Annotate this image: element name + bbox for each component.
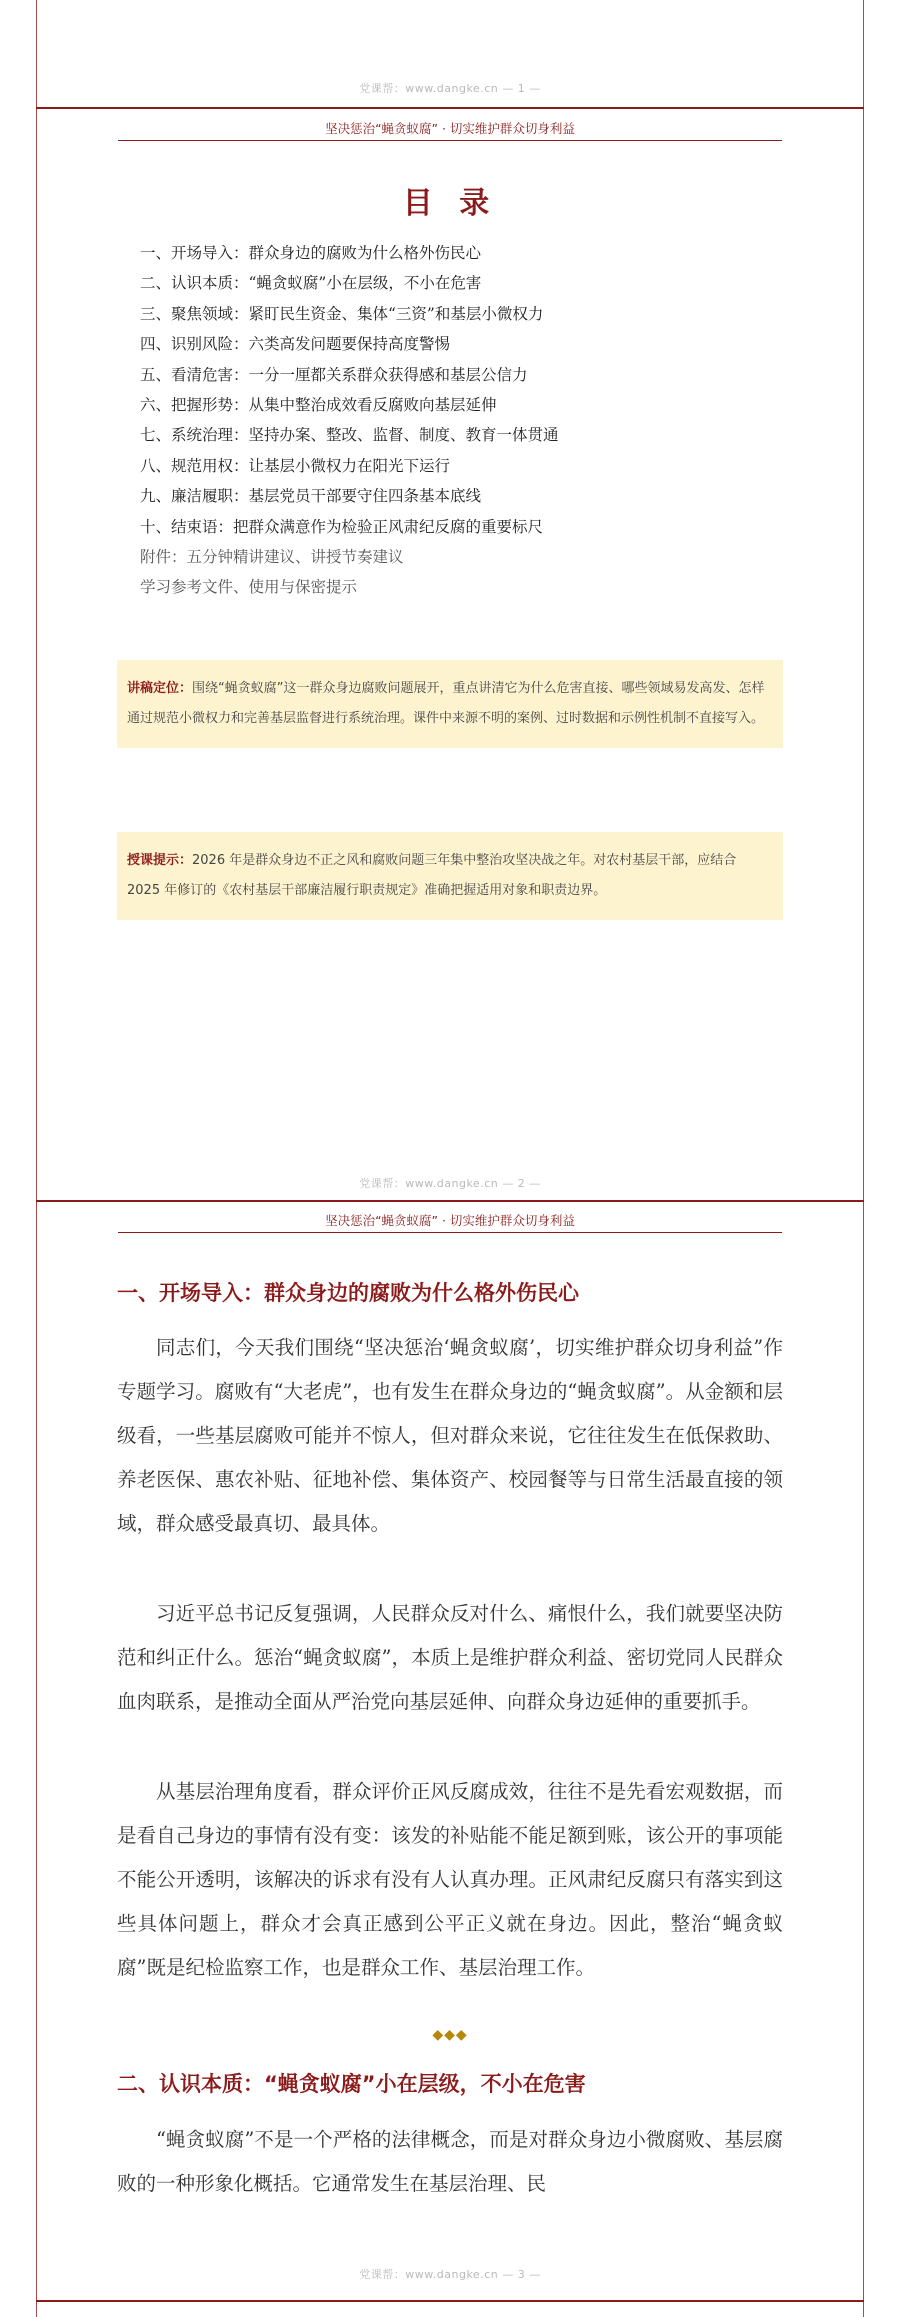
section-divider-ornament: ◆◆◆	[432, 2027, 468, 2043]
toc-item[interactable]: 八、规范用权：让基层小微权力在阳光下运行	[140, 456, 451, 475]
page-2-footer: 党课帮：www.dangke.cn — 2 —	[359, 1177, 541, 1190]
section-heading-2: 二、认识本质：“蝇贪蚁腐”小在层级，不小在危害	[117, 2072, 586, 2096]
toc-item[interactable]: 四、识别风险：六类高发问题要保持高度警惕	[140, 335, 451, 354]
toc-list	[140, 238, 800, 603]
toc-item[interactable]: 六、把握形势：从集中整治成效看反腐败向基层延伸	[140, 396, 497, 415]
page-3-header-rule	[118, 1232, 782, 1233]
toc-item[interactable]: 三、聚焦领域：紧盯民生资金、集体“三资”和基层小微权力	[140, 304, 544, 323]
toc-item[interactable]: 二、认识本质：“蝇贪蚁腐”小在层级，不小在危害	[140, 274, 482, 293]
page-break-1	[36, 107, 864, 109]
toc-item[interactable]: 一、开场导入：群众身边的腐败为什么格外伤民心	[140, 244, 482, 262]
toc-title: 目 录	[402, 186, 498, 221]
toc-item[interactable]: 九、廉洁履职：基层党员干部要守住四条基本底线	[140, 487, 482, 506]
page-break-2	[36, 1200, 864, 1202]
body-paragraph: 从基层治理角度看，群众评价正风反腐成效，往往不是先看宏观数据，而是看自己身边的事情有没有变：该发的补贴能不能足额到账，该公开的事项能不能公开透明，该解决的诉求有没有人认真办理。正风肃纪反腐只有落实到这些具体问题上，群众才会真正感到公平正义就在身边。因此，整治“蝇贪蚁腐”既是纪检监察工作，也是群众工作、基层治理工作。	[117, 1780, 783, 1979]
page-3-footer: 党课帮：www.dangke.cn — 3 —	[359, 2268, 541, 2281]
toc-item[interactable]: 五、看清危害：一分一厘都关系群众获得感和基层公信力	[140, 365, 528, 384]
callout-label: 授课提示：	[127, 853, 193, 868]
callout-teaching-tip	[117, 832, 783, 920]
toc-appendix-item[interactable]: 附件：五分钟精讲建议、讲授节奏建议	[140, 548, 404, 567]
page-3-header: 坚决惩治“蝇贪蚁腐” · 切实维护群众切身利益	[325, 1213, 575, 1228]
section-heading-1: 一、开场导入：群众身边的腐败为什么格外伤民心	[117, 1281, 579, 1305]
page-2-header-rule	[118, 140, 782, 141]
page-1-footer: 党课帮：www.dangke.cn — 1 —	[359, 82, 541, 95]
toc-item[interactable]: 十、结束语：把群众满意作为检验正风肃纪反腐的重要标尺	[140, 517, 544, 536]
toc-item[interactable]: 七、系统治理：坚持办案、整改、监督、制度、教育一体贯通	[140, 426, 559, 445]
callout-text: 2026 年是群众身边不正之风和腐败问题三年集中整治攻坚决战之年。对农村基层干部，应结合 2025 年修订的《农村基层干部廉洁履行职责规定》准确把握适用对象和职责边界。	[127, 853, 737, 898]
callout-label: 讲稿定位：	[127, 681, 193, 696]
toc-appendix-item[interactable]: 学习参考文件、使用与保密提示	[140, 578, 358, 597]
body-paragraph: 同志们，今天我们围绕“坚决惩治‘蝇贪蚁腐’，切实维护群众切身利益”作专题学习。腐败有“大老虎”，也有发生在群众身边的“蝇贪蚁腐”。从金额和层级看，一些基层腐败可能并不惊人，但对群众来说，它往往发生在低保救助、养老医保、惠农补贴、征地补偿、集体资产、校园餐等与日常生活最直接的领域，群众感受最真切、最具体。	[117, 1336, 783, 1535]
callout-positioning	[117, 660, 783, 748]
body-paragraph: 习近平总书记反复强调，人民群众反对什么、痛恨什么，我们就要坚决防范和纠正什么。惩治“蝇贪蚁腐”，本质上是维护群众利益、密切党同人民群众血肉联系，是推动全面从严治党向基层延伸、向群众身边延伸的重要抓手。	[117, 1602, 783, 1713]
body-paragraph: “蝇贪蚁腐”不是一个严格的法律概念，而是对群众身边小微腐败、基层腐败的一种形象化概括。它通常发生在基层治理、民	[117, 2128, 783, 2195]
page-break-3	[36, 2300, 864, 2302]
page-2-header: 坚决惩治“蝇贪蚁腐” · 切实维护群众切身利益	[325, 121, 575, 136]
callout-text: 围绕“蝇贪蚁腐”这一群众身边腐败问题展开，重点讲清它为什么危害直接、哪些领域易发高发、怎样通过规范小微权力和完善基层监督进行系统治理。课件中来源不明的案例、过时数据和示例性机制不直接写入。	[127, 681, 765, 726]
